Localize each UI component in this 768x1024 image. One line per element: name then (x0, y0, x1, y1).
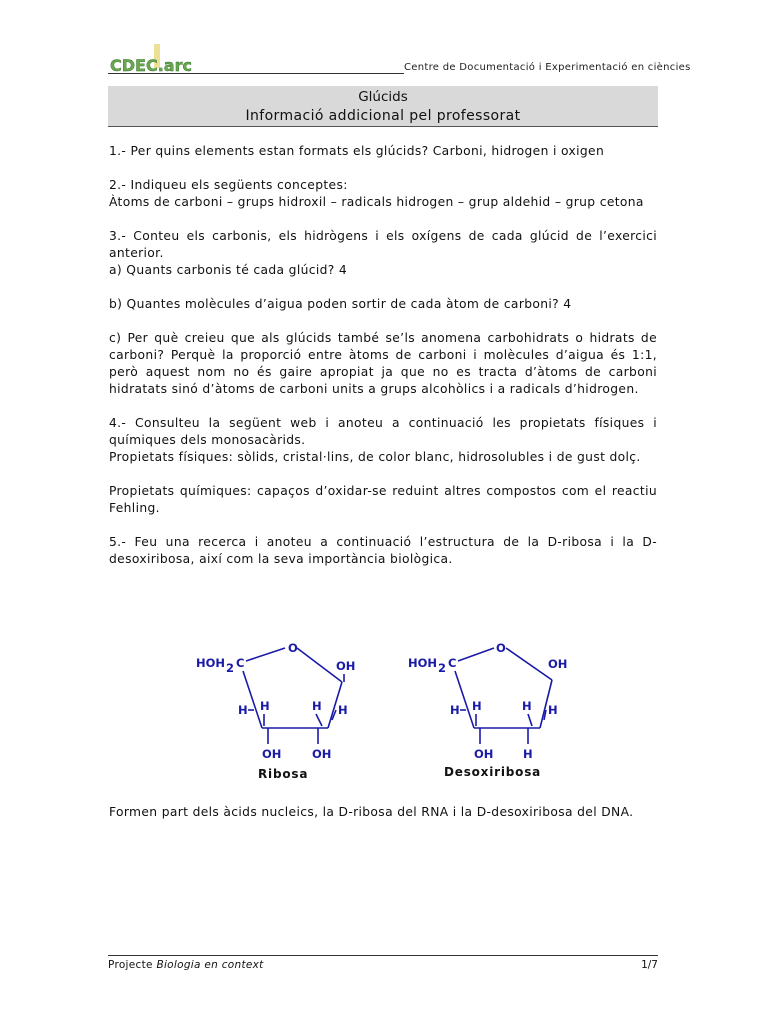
answer-3b: b) Quantes molècules d’aigua poden sortir de cada àtom de carboni? 4 (109, 297, 572, 311)
ribose-c1-oh: OH (336, 659, 356, 673)
sugar-structures-diagram (192, 636, 572, 786)
ribose-structure (196, 641, 355, 781)
document-conclusion (109, 804, 657, 821)
footer-rule (108, 955, 658, 956)
organization-name: Centre de Documentació i Experimentació en ciències (404, 62, 691, 73)
footer-project-name: Biologia en context (156, 959, 264, 971)
deoxyribose-oh-c3: OH (474, 747, 494, 761)
answer-2: Àtoms de carboni – grups hidroxil – radicals hidrogen – grup aldehid – grup cetona (109, 195, 644, 209)
ribose-hoh: HOH (196, 656, 226, 670)
page-number: 1/7 (641, 959, 658, 971)
deoxyribose-c: C (448, 656, 457, 670)
deoxyribose-structure (408, 641, 567, 779)
answer-5: Formen part dels àcids nucleics, la D-ribosa del RNA i la D-desoxiribosa del DNA. (109, 805, 634, 819)
ribose-label: Ribosa (258, 767, 309, 781)
ribose-h-c1: H (338, 703, 348, 717)
cdec-logo (108, 44, 218, 76)
ribose-ring-o: O (288, 641, 298, 655)
ribose-h-c2: H (312, 699, 322, 713)
svg-text:CDEC.arc: CDEC.arc (110, 56, 192, 75)
ribose-oh-c3: OH (262, 747, 282, 761)
page-subtitle: Informació addicional pel professorat (245, 108, 521, 124)
footer-project (108, 959, 264, 971)
deoxyribose-h-c4: H (450, 703, 460, 717)
deoxyribose-h-c2a: H (522, 699, 532, 713)
answer-4-physical: Propietats físiques: sòlids, cristal·lins, de color blanc, hidrosolubles i de gust dolç. (109, 450, 641, 464)
page-title: Glúcids (358, 89, 408, 105)
question-3: 3.- Conteu els carbonis, els hidrògens i els oxígens de cada glúcid de l’exercici anterior. (109, 229, 657, 260)
question-4: 4.- Consulteu la següent web i anoteu a continuació les propietats físiques i químiques dels monosacàrids. (109, 416, 657, 447)
question-1: 1.- Per quins elements estan formats els glúcids? Carboni, hidrogen i oxigen (109, 144, 605, 158)
question-2: 2.- Indiqueu els següents conceptes: (109, 178, 348, 192)
ribose-c: C (236, 656, 245, 670)
deoxyribose-label: Desoxiribosa (444, 765, 542, 779)
footer-project-prefix: Projecte (108, 959, 153, 971)
answer-4-chemical: Propietats químiques: capaços d’oxidar-se reduint altres compostos com el reactiu Fehling. (109, 484, 657, 515)
ribose-h-c4: H (238, 703, 248, 717)
deoxyribose-h-c2b: H (523, 747, 533, 761)
ribose-h-c3: H (260, 699, 270, 713)
title-box (108, 86, 658, 127)
document-body (109, 143, 657, 568)
header-rule (108, 73, 404, 74)
question-5: 5.- Feu una recerca i anoteu a continuació l’estructura de la D-ribosa i la D-desoxiribosa, així com la seva importància biològica. (109, 535, 657, 566)
deoxyribose-c1-oh: OH (548, 657, 568, 671)
deoxyribose-ring-o: O (496, 641, 506, 655)
ribose-sub2: 2 (226, 661, 235, 675)
answer-3a: a) Quants carbonis té cada glúcid? 4 (109, 263, 348, 277)
deoxyribose-sub2: 2 (438, 661, 447, 675)
answer-3c: c) Per què creieu que als glúcids també se’ls anomena carbohidrats o hidrats de carboni? Perquè la proporció entre àtoms de carboni i molècules d’aigua és 1:1, però aquest nom no és gaire apropiat ja que no es tracta d’àtoms de carboni hidratats sinó d’àtoms de carboni units a grups alcohòlics i a radicals d’hidrogen. (109, 331, 657, 396)
deoxyribose-h-c1: H (548, 703, 558, 717)
deoxyribose-h-c3: H (472, 699, 482, 713)
deoxyribose-hoh: HOH (408, 656, 438, 670)
ribose-oh-c2: OH (312, 747, 332, 761)
